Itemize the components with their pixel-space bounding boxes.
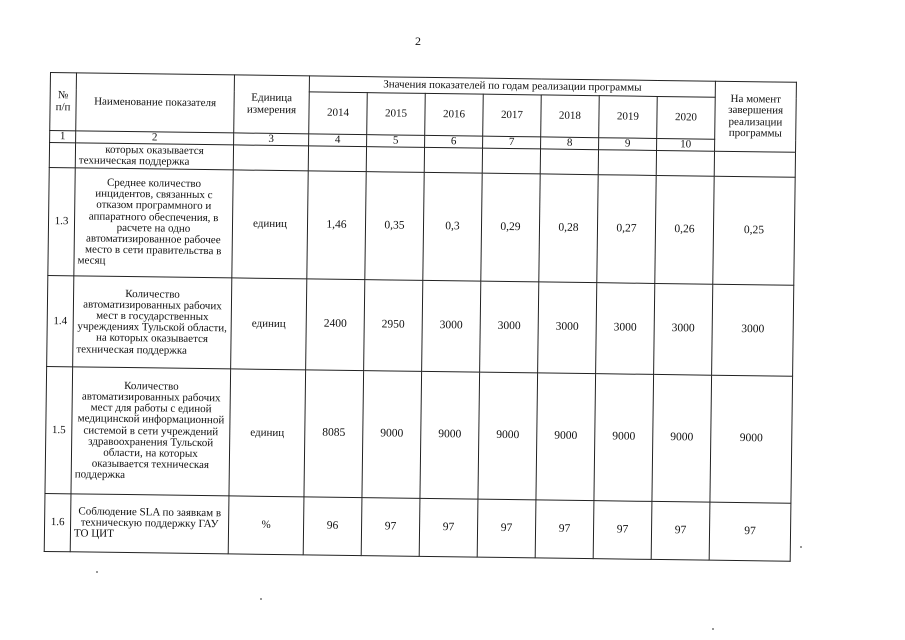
value-cell	[540, 149, 598, 175]
index-cell: 8	[541, 137, 599, 150]
value-cell: 0,35	[365, 172, 424, 281]
value-cell: 97	[709, 502, 791, 561]
value-cell: 3000	[596, 283, 655, 375]
indicator-name: Среднее количество инцидентов, связанных с отказом программного и аппаратного обеспечения, в расчете на одно автоматизированное рабочее место в сети правительства в месяц	[74, 168, 233, 278]
value-cell: 2400	[306, 279, 365, 371]
value-cell: 0,26	[655, 176, 714, 285]
index-cell: 6	[425, 135, 483, 148]
value-cell: 97	[535, 500, 594, 559]
value-cell: 97	[361, 498, 420, 557]
value-cell	[366, 147, 424, 173]
value-cell: 3000	[480, 281, 539, 373]
index-cell: 9	[599, 138, 657, 151]
header-year: 2019	[599, 96, 658, 139]
value-cell: 0,25	[713, 176, 795, 285]
header-year: 2020	[657, 96, 716, 139]
unit-cell	[233, 145, 308, 171]
value-cell: 9000	[478, 372, 538, 500]
value-cell: 96	[303, 497, 362, 556]
row-number: 1.5	[45, 367, 73, 494]
header-name: Наименование показателя	[76, 73, 235, 133]
row-number: 1.6	[44, 494, 71, 552]
value-cell: 1,46	[307, 171, 366, 280]
value-cell	[424, 148, 482, 174]
value-cell	[714, 151, 795, 177]
unit-cell: %	[228, 496, 304, 555]
unit-cell: единиц	[229, 369, 306, 497]
header-year: 2016	[425, 93, 484, 136]
value-cell: 3000	[654, 284, 713, 376]
value-cell: 0,29	[481, 173, 540, 282]
value-cell: 2950	[364, 280, 423, 372]
value-cell: 97	[477, 499, 536, 558]
value-cell: 9000	[362, 371, 422, 499]
page-number: 2	[415, 34, 421, 48]
value-cell: 0,3	[423, 173, 482, 282]
scan-speck	[96, 571, 98, 573]
row-number: 1.4	[47, 276, 74, 367]
header-num: № п/п	[50, 73, 77, 131]
value-cell: 0,28	[539, 174, 598, 283]
value-cell: 8085	[304, 370, 364, 498]
value-cell: 97	[651, 502, 710, 561]
value-cell: 9000	[420, 372, 480, 500]
header-year: 2014	[309, 92, 368, 135]
value-cell: 97	[593, 501, 652, 560]
table-row	[45, 367, 793, 504]
header-unit: Единица измерения	[234, 75, 310, 134]
indicator-name: которых оказывается техническая поддержка	[75, 143, 233, 170]
value-cell	[598, 150, 656, 176]
unit-cell: единиц	[231, 278, 307, 370]
value-cell: 3000	[422, 281, 481, 373]
value-cell: 97	[419, 499, 478, 558]
index-cell: 5	[367, 135, 425, 148]
value-cell: 9000	[594, 374, 654, 502]
index-cell: 4	[309, 134, 367, 147]
indicator-name: Количество автоматизированных рабочих мест для работы с единой медицинской информационной системой в сети учреждений здравоохранения Тульской области, на которых оказывается техническая поддержка	[71, 367, 231, 496]
value-cell: 9000	[652, 375, 712, 503]
value-cell: 3000	[538, 282, 597, 374]
index-cell: 7	[483, 136, 541, 149]
indicator-name: Количество автоматизированных рабочих мест в государственных учреждениях Тульской области, на которых оказывается техническая поддержка	[73, 276, 232, 369]
value-cell: 0,27	[597, 175, 656, 284]
value-cell: 3000	[712, 284, 794, 376]
header-year: 2017	[483, 94, 542, 137]
indicator-name: Соблюдение SLA по заявкам в техническую поддержку ГАУ ТО ЦИТ	[70, 494, 229, 554]
header-years-group: Значения показателей по годам реализации программы	[309, 76, 715, 97]
unit-cell: единиц	[232, 170, 308, 279]
indicators-table	[44, 72, 797, 562]
value-cell: 9000	[536, 373, 596, 501]
scan-speck	[260, 598, 262, 600]
value-cell: 9000	[710, 375, 793, 503]
index-cell: 1	[50, 131, 76, 144]
value-cell	[308, 146, 366, 172]
scan-speck	[800, 546, 802, 548]
table-row	[44, 494, 791, 562]
value-cell	[656, 151, 714, 177]
header-final: На момент завершения реализации программы	[715, 81, 797, 152]
row-number	[49, 143, 75, 168]
row-number: 1.3	[48, 168, 75, 276]
table-row	[48, 168, 795, 286]
index-cell: 10	[657, 138, 715, 151]
header-year: 2018	[541, 95, 600, 138]
index-cell: 2	[76, 131, 234, 145]
table-row	[47, 276, 794, 377]
header-year: 2015	[367, 93, 426, 136]
document-sheet	[44, 72, 797, 562]
value-cell	[482, 148, 540, 174]
scan-speck	[712, 628, 714, 630]
index-cell: 3	[234, 133, 309, 146]
